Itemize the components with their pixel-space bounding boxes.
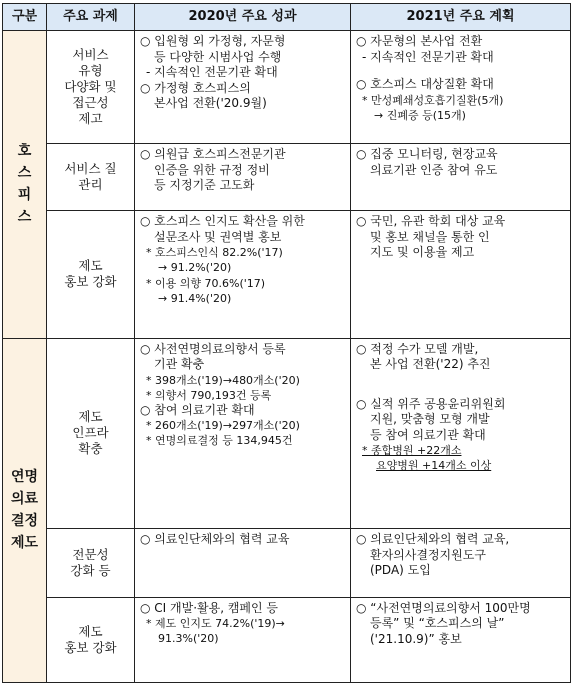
header-2021: 2021년 주요 계획 [351,4,571,31]
line: 설문조사 및 권역별 홍보 [154,229,282,244]
note: * 만성폐쇄성호흡기질환(5개) [362,93,504,107]
line: 인증을 위한 규정 정비 [154,162,270,177]
cell-2021 [351,529,571,598]
note: * 이용 의향 70.6%('17) [146,276,266,290]
line: (PDA) 도입 [370,563,431,578]
note: * 260개소('19)→297개소('20) [146,419,300,433]
task-label: 제도 홍보 강화 [64,258,117,290]
cell-2021 [351,31,571,144]
task-label: 전문성 강화 등 [70,547,111,579]
task-label: 서비스 질 관리 [64,161,117,193]
task-promotion-2 [47,597,135,682]
line: ○ “사전연명의료의향서 100만명 [356,600,531,615]
task-expertise [47,529,135,598]
table-row [3,597,571,682]
table-row [3,529,571,598]
line: ○ 의료인단체와의 협력 교육 [140,532,290,547]
cell-2020 [135,144,351,211]
cell-2021 [351,338,571,528]
note: * 398개소('19)→480개소('20) [146,373,300,387]
task-service-type [47,31,135,144]
line: ○ 의원급 호스피스전문기관 [140,147,286,162]
plan-table [2,3,571,683]
header-2020: 2020년 주요 성과 [135,4,351,31]
line: ○ 호스피스 인지도 확산을 위한 [140,214,305,229]
table-row [3,338,571,528]
header-row [3,4,571,31]
line: 등 참여 의료기관 확대 [370,427,486,442]
line: ○ 사전연명의료의향서 등록 [140,341,286,356]
cell-2020 [135,31,351,144]
note: * 연명의료결정 등 134,945건 [146,434,293,448]
cell-2020 [135,529,351,598]
line: ○ 집중 모니터링, 현장교육 [356,147,498,162]
cell-2020 [135,211,351,339]
line: ○ 호스피스 대상질환 확대 [356,77,494,91]
line: - 지속적인 전문기관 확대 [362,49,494,64]
group-hospice-label: 호 스 피 스 [17,143,32,226]
header-group: 구분 [3,4,47,31]
line: 및 홍보 채널을 통한 인 [370,229,490,244]
group-hospice [3,31,47,339]
line: 지도 및 이용율 제고 [370,245,475,260]
header-task: 주요 과제 [47,4,135,31]
cell-2021 [351,597,571,682]
group-lst-label: 연명 의료 결정 제도 [10,469,39,552]
line: ○ 입원형 외 가정형, 자문형 [140,34,286,48]
line: ○ 국민, 유관 학회 대상 교육 [356,214,506,229]
note: * 호스피스인식 82.2%('17) [146,246,283,260]
line: ○ 의료인단체와의 협력 교육, [356,532,510,547]
task-quality [47,144,135,211]
note: → 91.4%('20) [158,291,232,305]
task-label: 제도 홍보 강화 [64,623,117,655]
line: ○ 실적 위주 공용윤리위원회 [356,396,506,411]
cell-2020 [135,338,351,528]
note: 91.3%('20) [158,632,219,646]
task-infra [47,338,135,528]
line: 의료기관 인증 참여 유도 [370,162,498,177]
line: 등 다양한 시범사업 수행 [154,49,282,64]
line: ○ 가정형 호스피스의 [140,80,251,95]
cell-2020 [135,597,351,682]
line: 본사업 전환('20.9월) [154,96,267,110]
line: 등록” 및 “호스피스의 날” [370,616,505,631]
group-lst [3,338,47,682]
note: → 91.2%('20) [158,261,232,275]
line: ○ CI 개발·활용, 캠페인 등 [140,600,279,615]
task-label: 서비스 유형 다양화 및 접근성 제고 [64,47,117,127]
note: * 제도 인지도 74.2%('19)→ [146,617,285,631]
line: 등 지정기준 고도화 [154,178,255,193]
line: ○ 참여 의료기관 확대 [140,402,255,417]
cell-2021 [351,211,571,339]
line: ○ 적정 수가 모델 개발, [356,341,479,356]
cell-2021 [351,144,571,211]
table-row [3,31,571,144]
line: ('21.10.9)” 홍보 [370,631,462,646]
task-label: 제도 인프라 확충 [72,409,109,457]
line: 환자의사결정지원도구 [370,547,486,562]
line: 지원, 맞춤형 모형 개발 [370,412,490,427]
note: 요양병원 +14개소 이상 [376,459,492,473]
note: * 의향서 790,193건 등록 [146,388,272,402]
note: → 진폐증 등(15개) [374,108,466,122]
table-row [3,144,571,211]
line: 기관 확충 [154,357,205,372]
line: 본 사업 전환('22) 추진 [370,357,491,372]
note: * 종합병원 +22개소 [362,444,462,458]
task-promotion [47,211,135,339]
table-row [3,211,571,339]
line: - 지속적인 전문기관 확대 [146,65,278,79]
line: ○ 자문형의 본사업 전환 [356,34,483,48]
